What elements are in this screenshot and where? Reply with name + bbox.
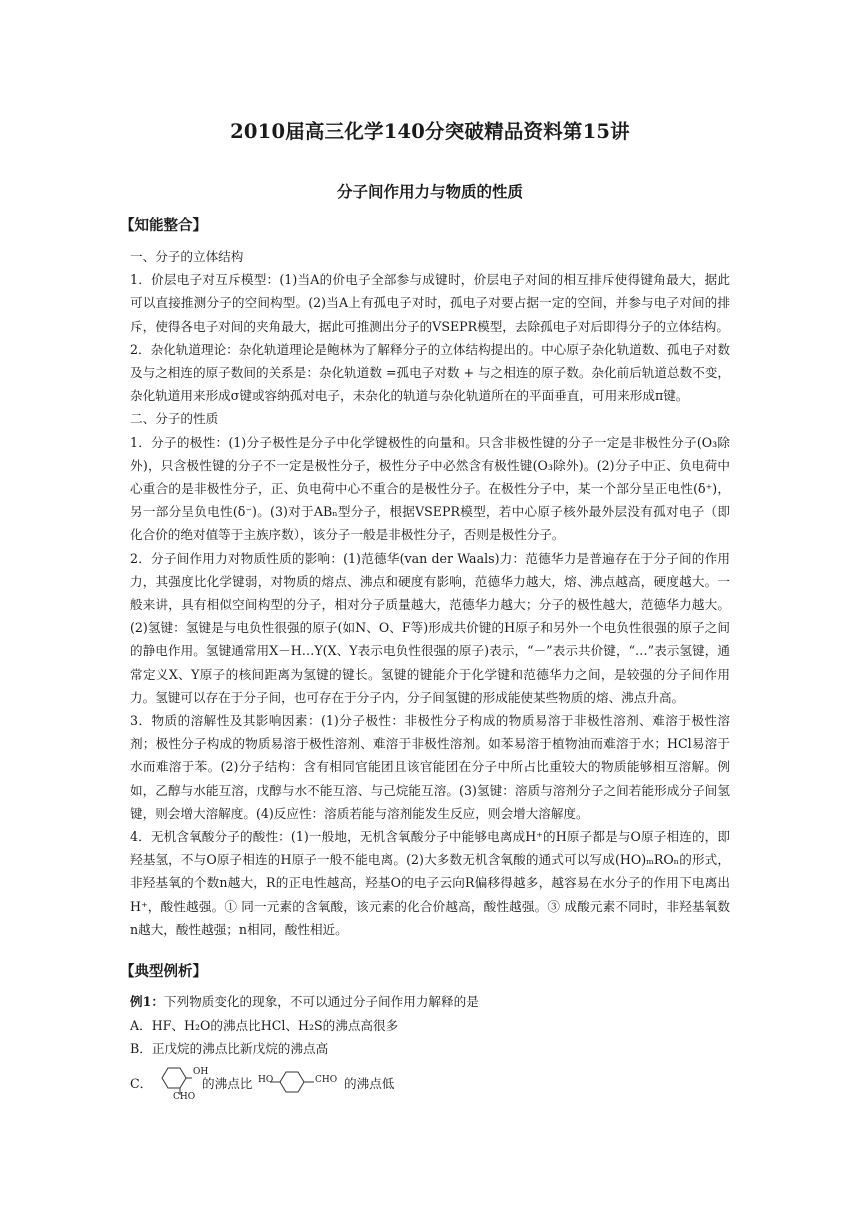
- paragraph: 3．物质的溶解性及其影响因素：(1)分子极性：非极性分子构成的物质易溶于非极性溶剂、难溶于极性溶剂；极性分子构成的物质易溶于极性溶剂、难溶于非极性溶剂。如苯易溶于植物油而难溶于水；HCl易溶于水而难溶于苯。(2)分子结构：含有相同官能团且该官能团在分子中所占比重较大的物质能够相互溶解。例如，乙醇与水能互溶，戊醇与水不能互溶、与己烷能互溶。(3)氢键：溶质与溶剂分子之间若能形成分子间氢键，则会增大溶解度。(4)反应性：溶质若能与溶剂能发生反应，则会增大溶解度。: [130, 713, 730, 821]
- paragraph: 1．分子的极性：(1)分子极性是分子中化学键极性的向量和。只含非极性键的分子一定是非极性分子(O₃除外)，只含极性键的分子不一定是极性分子，极性分子中必然含有极性键(O₃除外)。(2)分子中正、负电荷中心重合的是非极性分子，正、负电荷中心不重合的是极性分子。在极性分子中，某一个部分呈正电性(δ⁺)，另一部分呈负电性(δ⁻)。(3)对于ABₙ型分子，根据VSEPR模型，若中心原子核外最外层没有孤对电子（即化合价的绝对值等于主族序数），该分子一般是非极性分子，否则是极性分子。: [130, 434, 730, 543]
- option-a: A．HF、H₂O的沸点比HCl、H₂S的沸点高很多: [130, 1017, 399, 1033]
- example-question: [130, 990, 730, 1014]
- option-c: [130, 1064, 730, 1104]
- section-body: [130, 245, 730, 941]
- paragraph: 1．价层电子对互斥模型：(1)当A的价电子全部参与成键时，价层电子对间的相互排斥使得键角最大，据此可以直接推测分子的空间构型。(2)当A上有孤电子对时，孤电子对要占据一定的空间，并参与电子对间的排斥，使得各电子对间的夹角最大，据此可推测出分子的VSEPR模型，去除孤电子对后即得分子的立体结构。: [130, 272, 730, 334]
- option-c-suffix: 的沸点低: [344, 1076, 395, 1091]
- option-c-prefix: C．: [130, 1076, 153, 1091]
- paragraph: 4．无机含氧酸分子的酸性：(1)一般地，无机含氧酸分子中能够电离成H⁺的H原子都是与O原子相连的，即羟基氢，不与O原子相连的H原子一般不能电离。(2)大多数无机含氧酸的通式可以写成(HO)ₘROₙ的形式，非羟基氧的个数n越大，R的正电性越高，羟基O的电子云向R偏移得越多，越容易在水分子的作用下电离出H⁺，酸性越强。① 同一元素的含氧酸，该元素的化合价越高，酸性越强。③ 成酸元素不同时，非羟基氧数n越大，酸性越强；n相同，酸性相近。: [130, 829, 730, 937]
- example-label: 例1：: [130, 994, 164, 1009]
- paragraph: 一、分子的立体结构: [130, 249, 244, 264]
- aldehyde-label: CHO: [173, 1092, 196, 1102]
- aldehyde-label-2: CHO: [315, 1075, 338, 1085]
- option-b: B．正戊烷的沸点比新戊烷的沸点高: [130, 1041, 329, 1056]
- hydroxyl-label-2: HO: [258, 1075, 274, 1085]
- option-c-mid: 的沸点比: [202, 1076, 253, 1091]
- example-question-text: 下列物质变化的现象，不可以通过分子间作用力解释的是: [163, 994, 479, 1009]
- example-block: [130, 990, 730, 1061]
- section-heading-examples: 【典型例析】: [120, 963, 207, 980]
- paragraph: 2．分子间作用力对物质性质的影响：(1)范德华(van der Waals)力：范德华力是普遍存在于分子间的作用力，其强度比化学键弱，对物质的熔点、沸点和硬度有影响，范德华力越大，熔、沸点越高，硬度越大。一般来讲，具有相似空间构型的分子，相对分子质量越大，范德华力越大；分子的极性越大，范德华力越大。(2)氢键：氢键是与电负性很强的原子(如N、O、F等)形成共价键的H原子和另外一个电负性很强的原子之间的静电作用。氢键通常用X－H…Y(X、Y表示电负性很强的原子)表示，“－”表示共价键，“…”表示氢键，通常定义X、Y原子的核间距离为氢键的键长。氢键的键能介于化学键和范德华力之间，是较强的分子间作用力。氢键可以存在于分子间，也可存在于分子内，分子间氢键的形成能使某些物质的熔、沸点升高。: [130, 550, 730, 705]
- paragraph: 2．杂化轨道理论：杂化轨道理论是鲍林为了解释分子的立体结构提出的。中心原子杂化轨道数、孤电子对数及与之相连的原子数间的关系是：杂化轨道数 =孤电子对数 + 与之相连的原子数。杂化前后轨道总数不变，杂化轨道用来形成σ键或容纳孤对电子，未杂化的轨道与杂化轨道所在的平面垂直，可用来形成π键。: [130, 341, 730, 404]
- hydroxyl-label: OH: [193, 1067, 209, 1077]
- paragraph: 二、分子的性质: [130, 411, 219, 427]
- document-subtitle: 分子间作用力与物质的性质: [336, 182, 523, 201]
- section-heading-integration: 【知能整合】: [120, 217, 207, 234]
- document-title: 2010届高三化学140分突破精品资料第15讲: [230, 120, 630, 143]
